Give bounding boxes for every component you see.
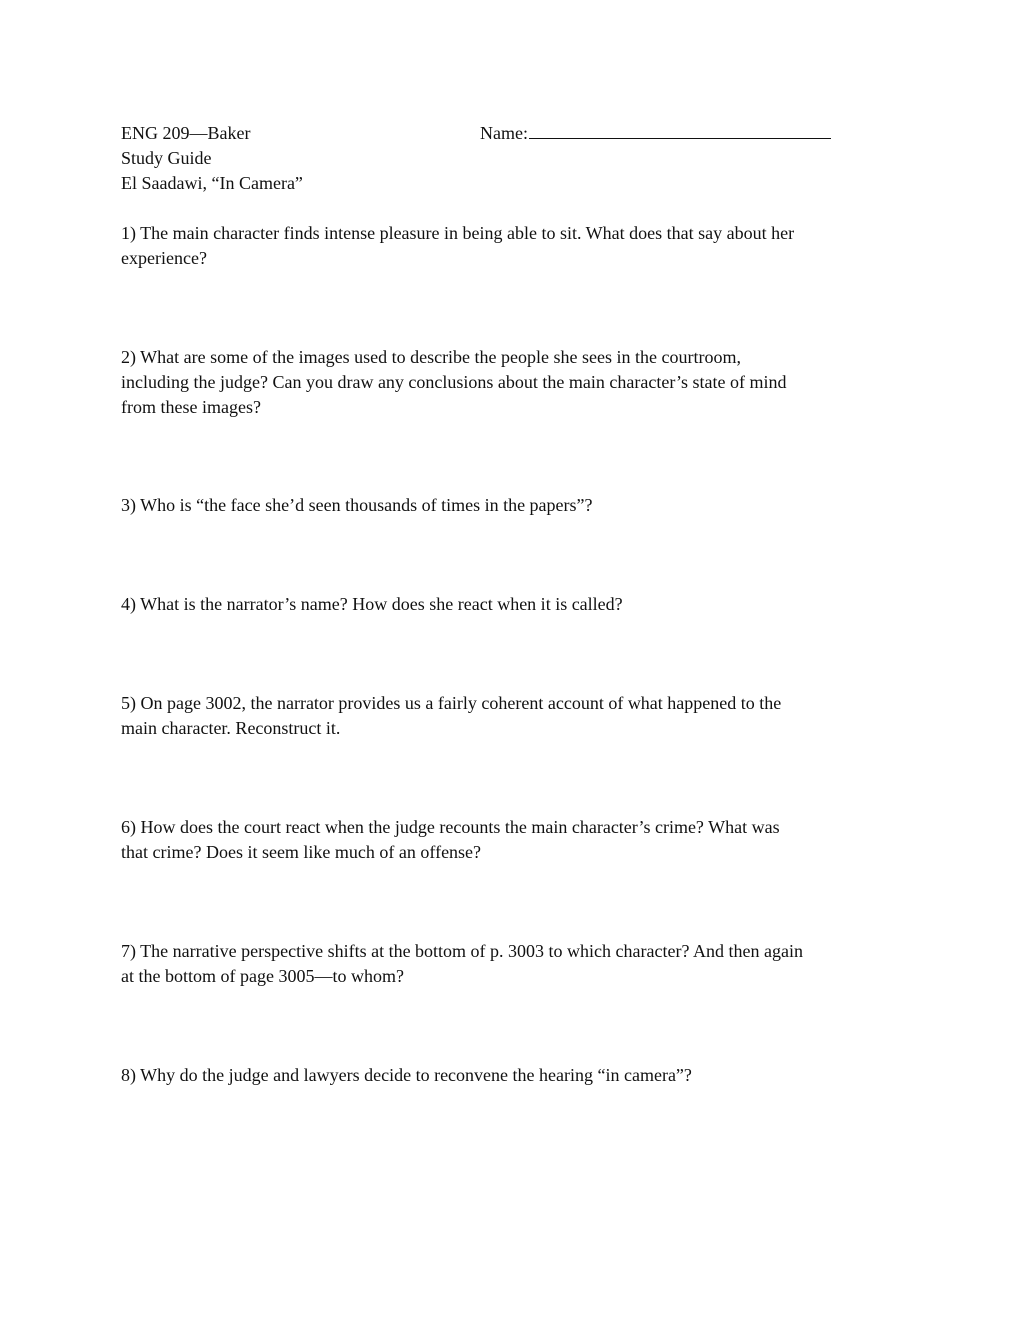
document-type: Study Guide: [121, 148, 212, 168]
question-2: [121, 345, 901, 420]
course-title: ENG 209—Baker: [121, 123, 251, 143]
header-block: [121, 121, 303, 196]
question-line: at the bottom of page 3005—to whom?: [121, 966, 404, 986]
question-7: [121, 939, 901, 989]
question-line: 6) How does the court react when the judge recounts the main character’s crime? What was: [121, 817, 780, 837]
question-6: [121, 815, 901, 865]
question-line: main character. Reconstruct it.: [121, 718, 341, 738]
question-line: from these images?: [121, 397, 261, 417]
name-label: Name:: [480, 123, 528, 143]
question-line: 4) What is the narrator’s name? How does she react when it is called?: [121, 594, 623, 614]
question-line: 5) On page 3002, the narrator provides us a fairly coherent account of what happened to the: [121, 693, 782, 713]
question-1: [121, 221, 901, 271]
question-4: [121, 592, 901, 617]
name-field: [480, 121, 831, 146]
name-blank-line: [529, 121, 831, 139]
question-line: 8) Why do the judge and lawyers decide to reconvene the hearing “in camera”?: [121, 1065, 692, 1085]
question-line: 7) The narrative perspective shifts at the bottom of p. 3003 to which character? And then again: [121, 941, 803, 961]
question-line: experience?: [121, 248, 207, 268]
question-5: [121, 691, 901, 741]
question-line: 1) The main character finds intense pleasure in being able to sit. What does that say about her: [121, 223, 795, 243]
question-line: that crime? Does it seem like much of an offense?: [121, 842, 482, 862]
question-8: [121, 1063, 901, 1088]
question-line: including the judge? Can you draw any conclusions about the main character’s state of mind: [121, 372, 787, 392]
reading-title: El Saadawi, “In Camera”: [121, 173, 303, 193]
question-line: 3) Who is “the face she’d seen thousands of times in the papers”?: [121, 495, 593, 515]
question-line: 2) What are some of the images used to describe the people she sees in the courtroom,: [121, 347, 741, 367]
question-3: [121, 493, 901, 518]
